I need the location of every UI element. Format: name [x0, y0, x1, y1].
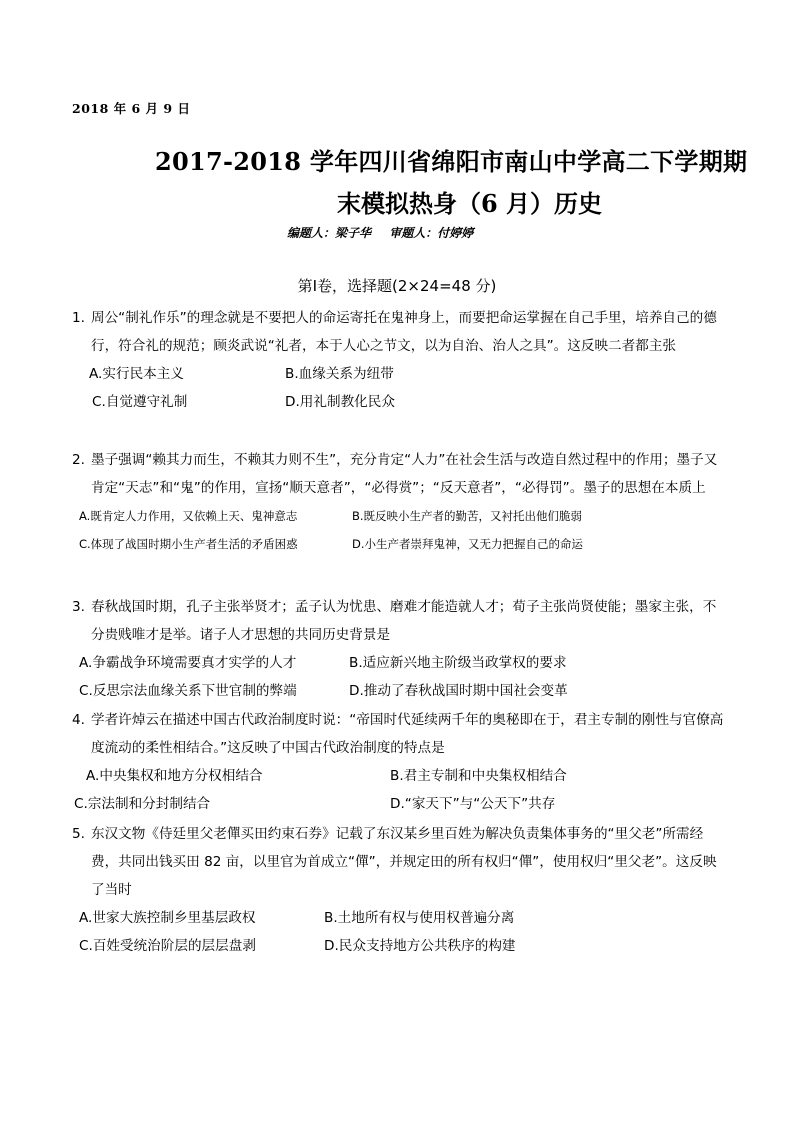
option-b: B.土地所有权与使用权普遍分离	[324, 910, 515, 926]
exam-date: 2018 年 6 月 9 日	[72, 101, 191, 116]
question-text: 周公“制礼作乐”的理念就是不要把人的命运寄托在鬼神身上，而要把命运掌握在自己手里，培养自己的德行，符合礼的规范；顾炎武说“礼者，本于人心之节文，以为自治、治人之具”。这反映二者都主张	[91, 310, 717, 354]
question-number: 4.	[72, 712, 85, 728]
options-row	[72, 388, 724, 416]
option-d: D.民众支持地方公共秩序的构建	[324, 938, 516, 954]
question-number: 5.	[72, 826, 85, 842]
options-row	[72, 677, 724, 705]
option-c: C.宗法制和分封制结合	[74, 796, 211, 812]
question-1	[72, 304, 724, 416]
options-row	[72, 530, 724, 558]
page-title-line-1: 2017-2018 学年四川省绵阳市南山中学高二下学期期	[155, 147, 748, 176]
option-c: C.体现了战国时期小生产者生活的矛盾困惑	[79, 537, 298, 551]
section-title: 第Ⅰ卷，选择题(2×24=48 分)	[297, 277, 497, 295]
question-number: 1.	[72, 310, 85, 326]
question-text: 学者许焯云在描述中国古代政治制度时说：“帝国时代延续两千年的奥秘即在于，君主专制的刚性与官僚高度流动的柔性相结合。”这反映了中国古代政治制度的特点是	[91, 712, 724, 756]
question-text: 春秋战国时期，孔子主张举贤才；孟子认为忧患、磨难才能造就人才；荀子主张尚贤使能；墨家主张，不分贵贱唯才是举。诸子人才思想的共同历史背景是	[91, 599, 717, 643]
option-d: D.“家天下”与“公天下”共存	[390, 796, 556, 812]
options-row	[72, 360, 724, 388]
options-row	[72, 904, 724, 932]
question-text: 东汉文物《侍廷里父老僤买田约束石券》记载了东汉某乡里百姓为解决负责集体事务的“里父老”所需经费，共同出钱买田 82 亩，以里官为首成立“僤”，并规定田的所有权归“僤”，使用权归“里父老”。这反映了当时	[91, 826, 717, 898]
option-d: D.推动了春秋战国时期中国社会变革	[349, 683, 568, 699]
option-b: B.血缘关系为纽带	[285, 366, 394, 382]
options-row	[72, 932, 724, 960]
question-stem	[72, 304, 724, 360]
option-b: B.既反映小生产者的勤苦，又衬托出他们脆弱	[352, 509, 583, 523]
question-5	[72, 820, 724, 960]
option-a: A.中央集权和地方分权相结合	[86, 768, 263, 784]
question-number: 3.	[72, 599, 85, 615]
question-3	[72, 593, 724, 705]
page-title-line-2: 末模拟热身（6 月）历史	[337, 189, 603, 218]
editor-name: 编题人：梁子华	[287, 226, 372, 240]
options-row	[72, 762, 724, 790]
question-stem	[72, 446, 724, 502]
option-b: B.君主专制和中央集权相结合	[390, 768, 567, 784]
option-c: C.反思宗法血缘关系下世官制的弊端	[79, 683, 297, 699]
option-a: A.实行民本主义	[89, 366, 184, 382]
option-d: D.小生产者崇拜鬼神，又无力把握自己的命运	[352, 537, 584, 551]
option-c: C.自觉遵守礼制	[92, 394, 188, 410]
options-row	[72, 649, 724, 677]
option-d: D.用礼制教化民众	[285, 394, 395, 410]
question-stem	[72, 706, 724, 762]
question-text: 墨子强调“赖其力而生，不赖其力则不生”，充分肯定“人力”在社会生活与改造自然过程中的作用；墨子又肯定“天志”和“鬼”的作用，宣扬“顺天意者”，“必得赏”；“反天意者”，“必得罚”。墨子的思想在本质上	[91, 452, 718, 496]
option-c: C.百姓受统治阶层的层层盘剥	[79, 938, 256, 954]
options-row	[72, 502, 724, 530]
question-2	[72, 446, 724, 558]
options-row	[72, 790, 724, 818]
question-4	[72, 706, 724, 818]
question-number: 2.	[72, 452, 85, 468]
question-stem	[72, 820, 724, 904]
option-a: A.世家大族控制乡里基层政权	[79, 910, 256, 926]
editor-line	[287, 224, 487, 241]
option-a: A.既肯定人力作用，又依赖上天、鬼神意志	[79, 509, 298, 523]
option-b: B.适应新兴地主阶级当政掌权的要求	[349, 655, 567, 671]
reviewer-name: 审题人：付婷婷	[389, 226, 474, 240]
question-stem	[72, 593, 724, 649]
option-a: A.争霸战争环境需要真才实学的人才	[79, 655, 297, 671]
